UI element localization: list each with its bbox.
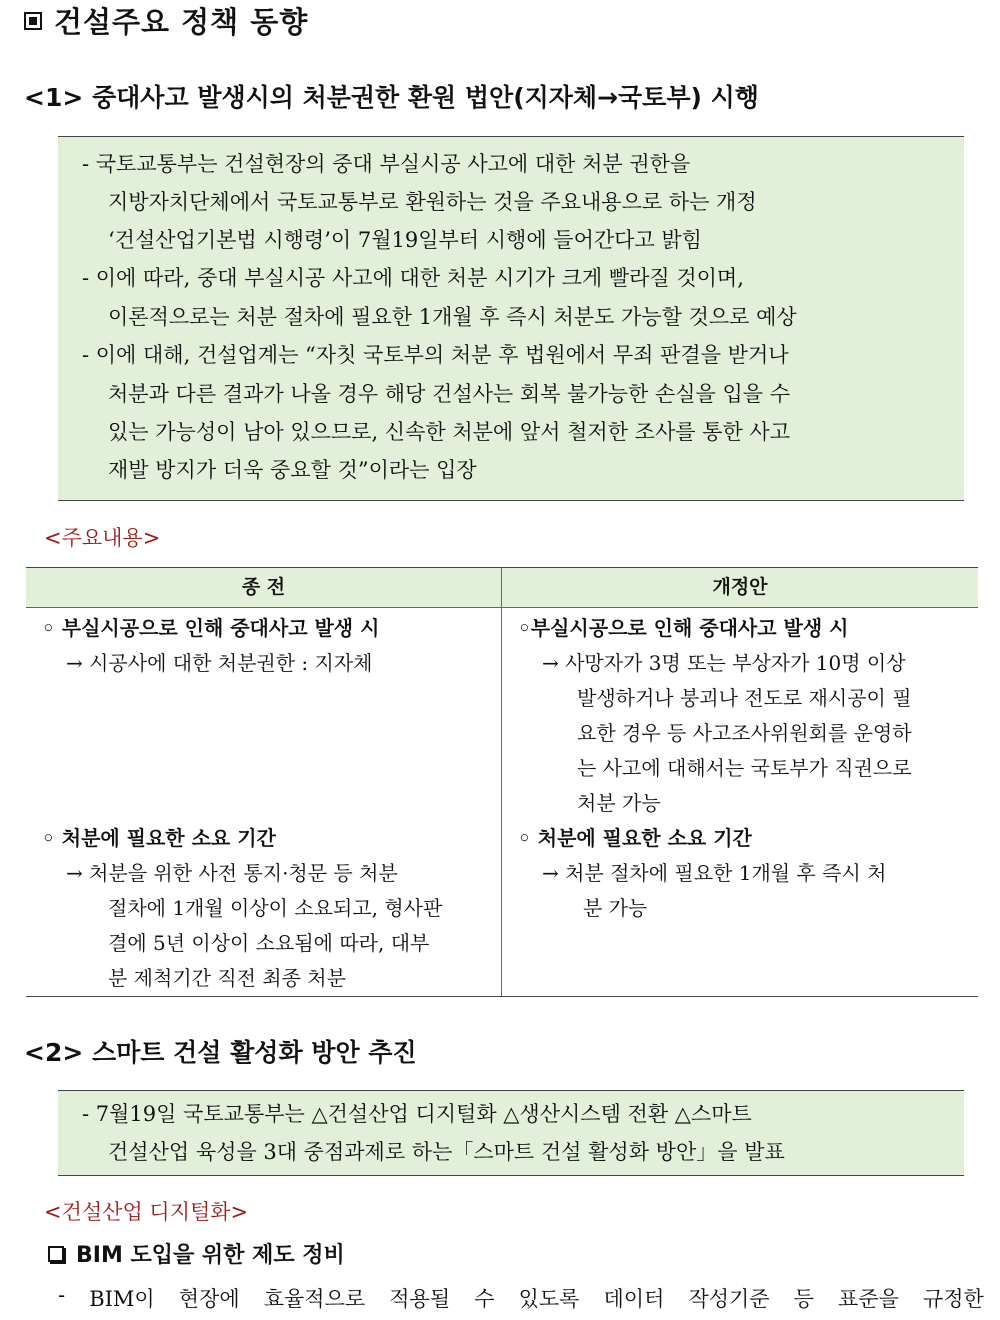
body-word: 작성기준 bbox=[688, 1287, 770, 1311]
after-item1-line: 요한 경우 등 사고조사위원회를 운영하 bbox=[577, 721, 912, 745]
body-word: 등 bbox=[793, 1287, 814, 1311]
summary-line: - 이에 따라, 중대 부실시공 사고에 대한 처분 시기가 크게 빨라질 것이며, bbox=[82, 266, 744, 290]
before-item1-title: ◦ 부실시공으로 인해 중대사고 발생 시 bbox=[42, 616, 380, 640]
summary-line: 재발 방지가 더욱 중요할 것”이라는 입장 bbox=[108, 458, 477, 482]
summary-line: - 7월19일 국토교통부는 △건설산업 디지털화 △생산시스템 전환 △스마트 bbox=[82, 1102, 752, 1126]
summary-line: - 국토교통부는 건설현장의 중대 부실시공 사고에 대한 처분 권한을 bbox=[82, 152, 691, 176]
body-word: 효율적으로 bbox=[263, 1287, 366, 1311]
after-item1-line: 처분 가능 bbox=[577, 791, 661, 815]
after-item2-line: → 처분 절차에 필요한 1개월 후 즉시 처 bbox=[542, 861, 887, 885]
page-title-text: 건설주요 정책 동향 bbox=[54, 5, 309, 39]
after-item2-line: 분 가능 bbox=[583, 896, 648, 920]
body-word: 적용될 bbox=[389, 1287, 451, 1311]
body-word: 규정한 bbox=[922, 1287, 984, 1311]
before-item2-line: 절차에 1개월 이상이 소요되고, 형사판 bbox=[108, 896, 443, 920]
sub-heading-main-content: <주요내용> bbox=[44, 526, 161, 550]
column-header-before: 종 전 bbox=[241, 576, 286, 598]
body-word: 있도록 bbox=[518, 1287, 580, 1311]
section2-title: <2> 스마트 건설 활성화 방안 추진 bbox=[24, 1038, 417, 1067]
filled-square-icon bbox=[24, 12, 42, 30]
summary-line: ‘건설산업기본법 시행령’이 7월19일부터 시행에 들어간다고 밝힘 bbox=[108, 228, 702, 252]
summary-line: 지방자치단체에서 국토교통부로 환원하는 것을 주요내용으로 하는 개정 bbox=[108, 190, 757, 214]
section1-title: <1> 중대사고 발생시의 처분권한 환원 법안(지자체→국토부) 시행 bbox=[24, 83, 759, 112]
body-word: - bbox=[58, 1283, 66, 1307]
bim-heading bbox=[48, 1238, 345, 1269]
bim-body-line bbox=[58, 1283, 984, 1313]
summary-line: 건설산업 육성을 3대 중점과제로 하는「스마트 건설 활성화 방안」을 발표 bbox=[108, 1140, 785, 1164]
before-item1-line: → 시공사에 대한 처분권한 : 지자체 bbox=[66, 651, 373, 675]
after-item2-title: ◦ 처분에 필요한 소요 기간 bbox=[518, 826, 752, 850]
bim-heading-text: BIM 도입을 위한 제도 정비 bbox=[76, 1243, 345, 1268]
summary-line: - 이에 대해, 건설업계는 “자칫 국토부의 처분 후 법원에서 무죄 판결을 받거나 bbox=[82, 343, 789, 367]
before-item2-line: → 처분을 위한 사전 통지·청문 등 처분 bbox=[66, 861, 398, 885]
body-word: 데이터 bbox=[603, 1287, 665, 1311]
table-header-row bbox=[26, 568, 978, 608]
after-item1-line: → 사망자가 3명 또는 부상자가 10명 이상 bbox=[542, 651, 906, 675]
section2-summary-box bbox=[58, 1090, 964, 1176]
after-item1-line: 는 사고에 대해서는 국토부가 직권으로 bbox=[577, 756, 912, 780]
summary-line: 처분과 다른 결과가 나올 경우 해당 건설사는 회복 불가능한 손실을 입을 수 bbox=[108, 382, 791, 406]
before-item2-title: ◦ 처분에 필요한 소요 기간 bbox=[42, 826, 276, 850]
checkbox-square-icon bbox=[48, 1246, 64, 1262]
before-item2-line: 결에 5년 이상이 소요됨에 따라, 대부 bbox=[108, 931, 430, 955]
body-word: 현장에 bbox=[178, 1287, 240, 1311]
body-word: BIM이 bbox=[89, 1287, 155, 1311]
summary-line: 있는 가능성이 남아 있으므로, 신속한 처분에 앞서 철저한 조사를 통한 사고 bbox=[108, 420, 791, 444]
body-word: 수 bbox=[474, 1287, 495, 1311]
column-divider bbox=[501, 568, 502, 996]
comparison-table bbox=[26, 567, 978, 997]
sub-heading-digitalization: <건설산업 디지털화> bbox=[44, 1200, 249, 1224]
body-word: 표준을 bbox=[838, 1287, 899, 1311]
summary-line: 이론적으로는 처분 절차에 필요한 1개월 후 즉시 처분도 가능할 것으로 예상 bbox=[108, 305, 797, 329]
after-item1-line: 발생하거나 붕괴나 전도로 재시공이 필 bbox=[577, 686, 912, 710]
after-item1-title: ◦부실시공으로 인해 중대사고 발생 시 bbox=[518, 616, 849, 640]
page-title bbox=[24, 0, 308, 41]
section1-summary-box bbox=[58, 136, 964, 501]
before-item2-line: 분 제척기간 직전 최종 처분 bbox=[108, 966, 346, 990]
column-header-after: 개정안 bbox=[712, 576, 768, 598]
